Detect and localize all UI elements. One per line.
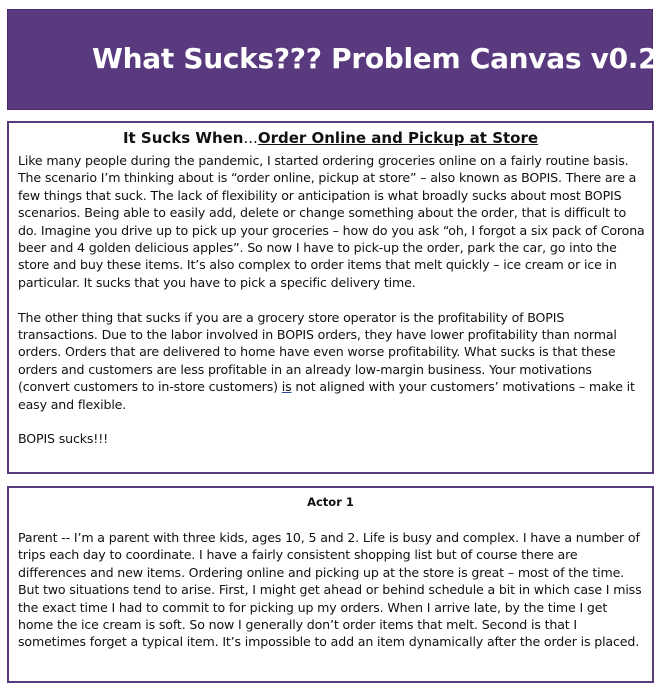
paragraph-profitability [18,309,646,413]
paragraph-conclusion: BOPIS sucks!!! [18,431,109,447]
heading-topic: Order Online and Pickup at Store [257,129,539,147]
section-heading [9,129,652,147]
it-sucks-when-section [7,121,654,474]
page-title: What Sucks??? Problem Canvas v0.2 [92,42,658,75]
actor-body [18,529,646,651]
actor-heading: Actor 1 [307,495,354,509]
underlined-word: is [281,379,292,395]
paragraph-bopis-scenario: Like many people during the pandemic, I started ordering groceries online on a fairly routine basis. The scenario I’m thinking about is “order online, pickup at store” – also known as BOPIS. There are a few things that suck. The lack of flexibility or anticipation is what broadly sucks about most BOPIS scenarios. Being able to easily add, delete or change something about the order, that is difficult to do. Imagine you drive up to pick up your groceries – how do you ask “oh, I forgot a six pack of Corona beer and 4 golden delicious apples”. So now I have to pick-up the order, park the car, go into the store and buy these items. It’s also complex to order items that melt quickly – ice cream or ice in particular. It sucks that you have to pick a specific delivery time. [18,153,645,290]
title-banner [7,9,658,110]
section-body [18,152,646,448]
paragraph-profitability-text-start: The other thing that sucks if you are a grocery store operator is the profitability of BOPIS transactions. Due to the labor involved in BOPIS orders, they have lower profitability than normal orders. Orders that are delivered to home have even worse profitability. What sucks is that these orders and customers are less profitable in an already low-margin business. Your motivations (convert customers to in-store customers) [18,309,617,395]
paragraph-profitability-text-end: not aligned with your customers’ motivations – make it easy and flexible. [18,379,635,412]
actor-section [7,486,654,683]
actor-description: Parent -- I’m a parent with three kids, ages 10, 5 and 2. Life is busy and complex. I have a number of trips each day to coordinate. I have a fairly consistent shopping list but of course there are differences and new items. Ordering online and picking up at the store is great – most of the time. But two situations tend to arise. First, I might get ahead or behind schedule a bit in which case I miss the exact time I had to commit to for picking up my orders. When I arrive late, by the time I get home the ice cream is soft. So now I generally don’t order items that melt. Second is that I sometimes forget a typical item. It’s impossible to add an item dynamically after the order is placed. [18,530,642,650]
heading-lead: It Sucks When [122,129,244,147]
heading-ellipsis: ... [243,129,258,147]
